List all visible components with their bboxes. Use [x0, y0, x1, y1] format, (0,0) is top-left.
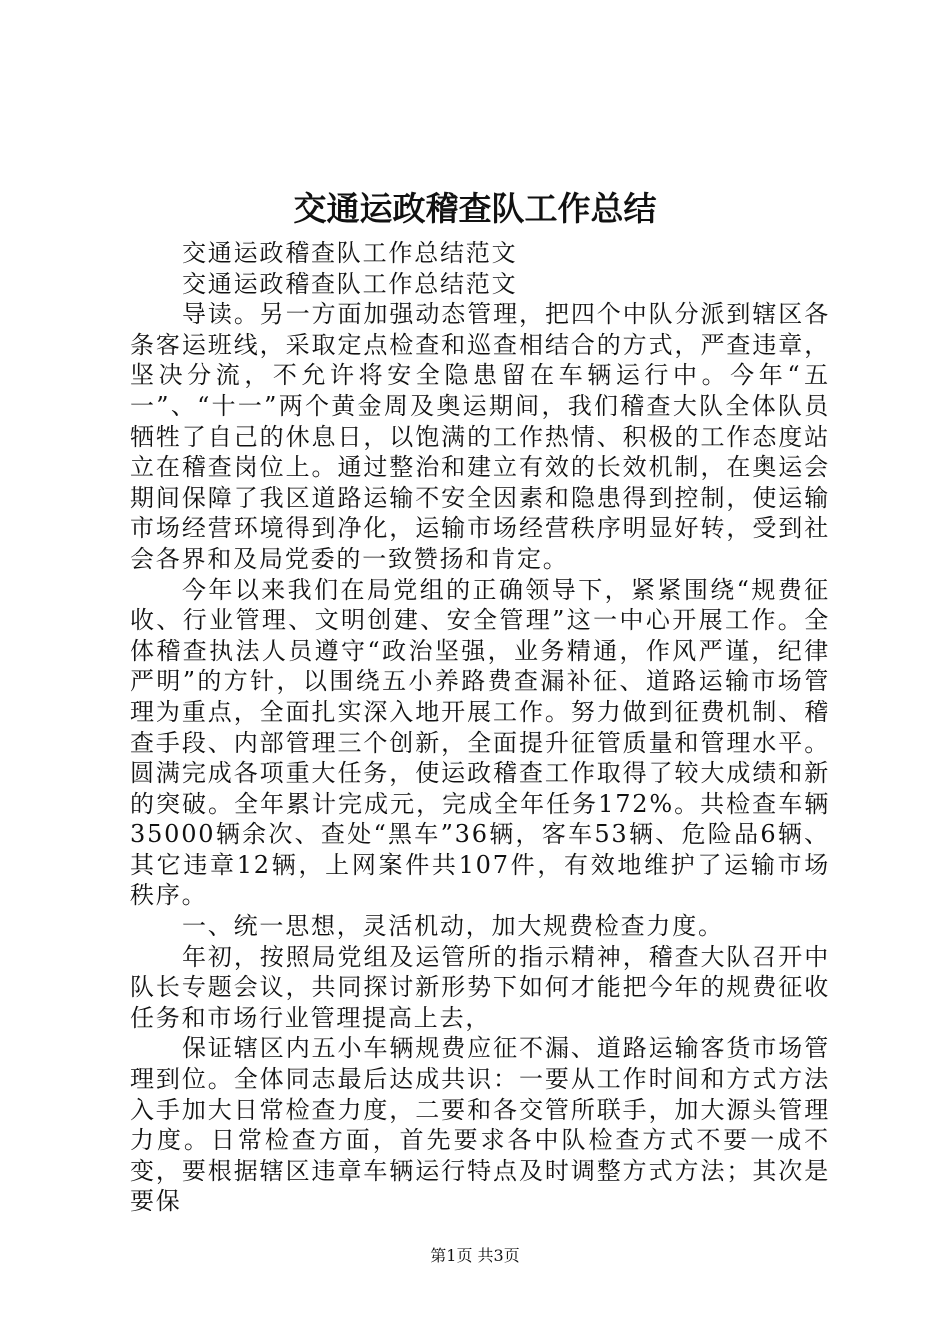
document-title: 交通运政稽查队工作总结 [293, 189, 657, 228]
document-body [130, 238, 830, 1217]
paragraph-subtitle-2: 交通运政稽查队工作总结范文 [182, 269, 518, 298]
paragraph-section-1a: 年初，按照局党组及运管所的指示精神，稽查大队召开中队长专题会议，共同探讨新形势下如何才能把今年的规费征收任务和市场行业管理提高上去， [130, 942, 830, 1032]
page-footer: 第1页 共3页 [430, 1246, 520, 1265]
paragraph-intro: 导读。另一方面加强动态管理，把四个中队分派到辖区各条客运班线，采取定点检查和巡查相结合的方式，严查违章，坚决分流，不允许将安全隐患留在车辆运行中。今年“五一”、“十一”两个黄金周及奥运期间，我们稽查大队全体队员牺牲了自己的休息日，以饱满的工作热情、积极的工作态度站立在稽查岗位上。通过整治和建立有效的长效机制，在奥运会期间保障了我区道路运输不安全因素和隐患得到控制，使运输市场经营环境得到净化，运输市场经营秩序明显好转，受到社会各界和及局党委的一致赞扬和肯定。 [130, 300, 830, 573]
paragraph-section-1b: 保证辖区内五小车辆规费应征不漏、道路运输客货市场管理到位。全体同志最后达成共识：一要从工作时间和方式方法入手加大日常检查力度，二要和各交管所联手，加大源头管理力度。日常检查方面，首先要求各中队检查方式不要一成不变，要根据辖区违章车辆运行特点及时调整方式方法；其次是要保 [130, 1034, 830, 1216]
paragraph-subtitle-1: 交通运政稽查队工作总结范文 [182, 239, 518, 267]
paragraph-summary: 今年以来我们在局党组的正确领导下，紧紧围绕“规费征收、行业管理、文明创建、安全管理”这一中心开展工作。全体稽查执法人员遵守“政治坚强，业务精通，作风严谨，纪律严明”的方针，以围绕五小养路费查漏补征、道路运输市场管理为重点，全面扎实深入地开展工作。努力做到征费机制、稽查手段、内部管理三个创新，全面提升征管质量和管理水平。圆满完成各项重大任务，使运政稽查工作取得了较大成绩和新的突破。全年累计完成元，完成全年任务172%。共检查车辆35000辆余次、查处“黑车”36辆，客车53辆、危险品6辆、其它违章12辆，上网案件共107件，有效地维护了运输市场秩序。 [130, 575, 830, 910]
section-heading-1: 一、统一思想，灵活机动，加大规费检查力度。 [182, 912, 724, 941]
